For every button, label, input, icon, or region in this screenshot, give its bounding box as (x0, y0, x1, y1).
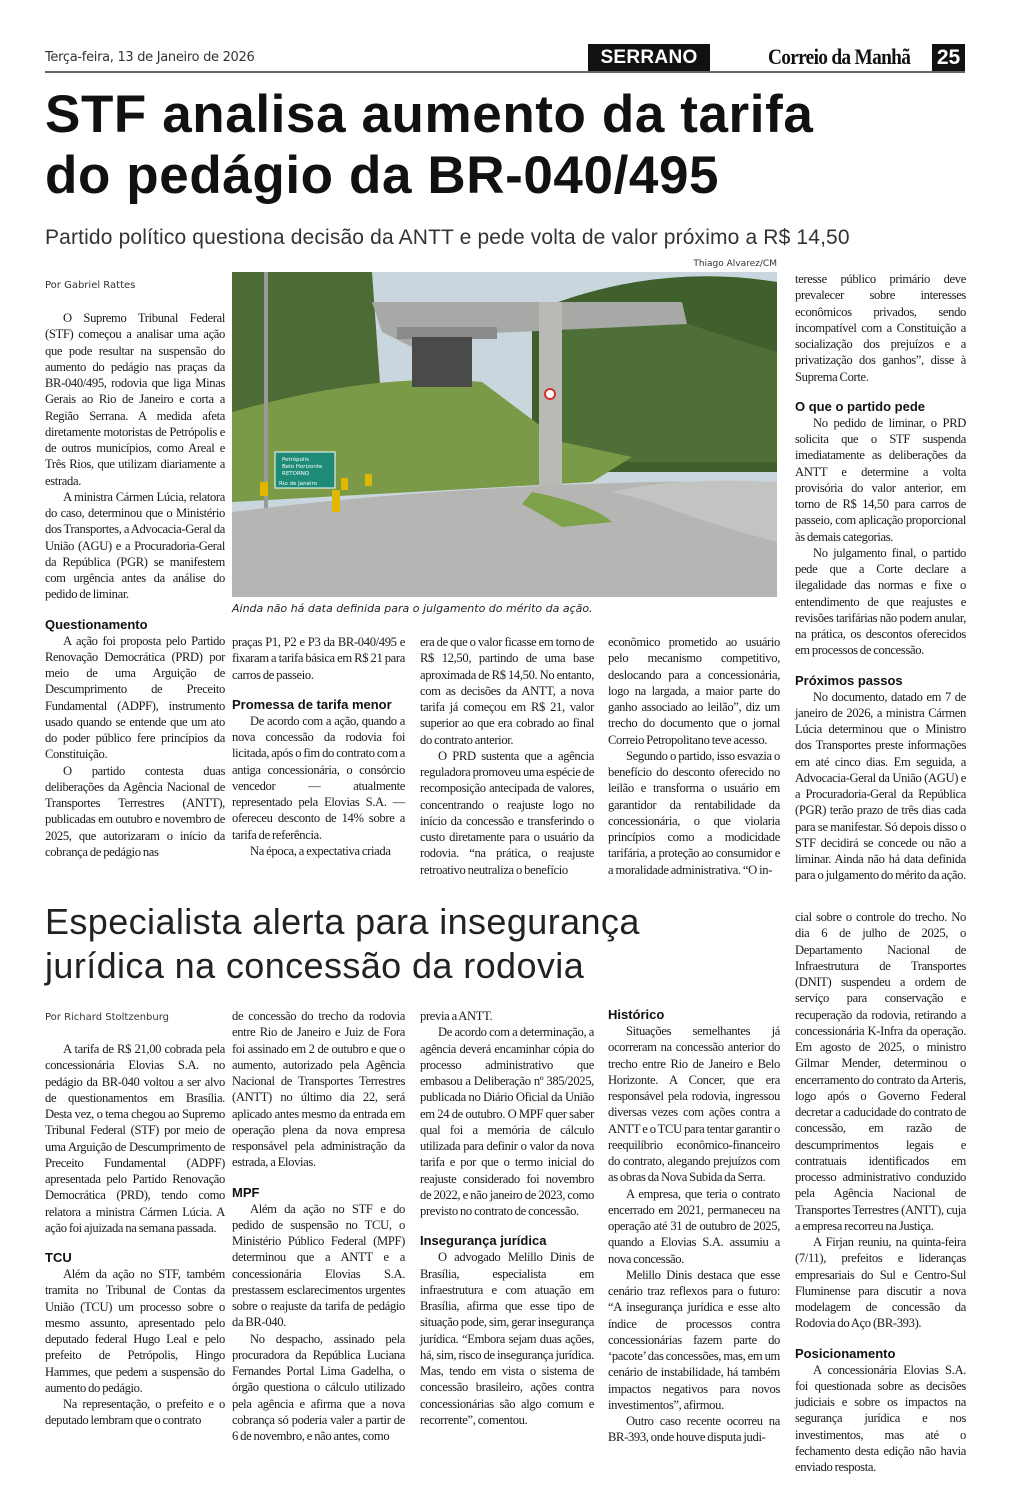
body-paragraph: O Supremo Tribunal Federal (STF) começou a analisar uma ação que pode resultar na suspensão do aumento do pedágio nas praças da BR-040/495, rodovia que liga Minas Gerais ao Rio de Janeiro e corta a Região Serrana. A medida afeta diretamente motoristas de Petrópolis e de outros municípios, como Areal e Três Rios, que utilizam diariamente a estrada. (45, 311, 225, 488)
body-paragraph: No julgamento final, o partido pede que a Corte declare a ilegalidade das normas e fixe o entendimento de que reajustes e revisões tarifárias não podem anular, na prática, os descontos oferecidos em processos de concessão. (795, 545, 966, 658)
body-paragraph: No pedido de liminar, o PRD solicita que o STF suspenda imediatamente as deliberações da ANTT e determine a volta provisória do valor anterior, em torno de R$ 14,50 para carros de passeio, com aplicação proporcional às demais categorias. (795, 415, 966, 544)
body-paragraph: de concessão do trecho da rodovia entre Rio de Janeiro e Juiz de Fora foi assinado em 2 de outubro e que o aumento, autorizado pela Agência Nacional de Transportes Terrestres (ANTT) no último dia 22, será aplicado antes mesmo da entrada em operação plena da nova empresa responsável pela administração da estrada, a Elovias. (232, 1009, 405, 1170)
article1-subhead: Partido político questiona decisão da ANTT e pede volta de valor próximo a R$ 14,50 (45, 226, 850, 249)
body-paragraph: teresse público primário deve prevalecer sobre interesses econômicos privados, sendo incompatível com a Constituição a socialização dos prejuízos e a privatização dos ganhos”, disse à Suprema Corte. (795, 272, 966, 384)
section-heading: O que o partido pede (795, 398, 926, 414)
body-paragraph: praças P1, P2 e P3 da BR-040/495 e fixaram a tarifa básica em R$ 21 para carros de passeio. (232, 635, 405, 682)
body-paragraph: A ação foi proposta pelo Partido Renovação Democrática (PRD) por meio de uma Arguição de Descumprimento de Preceito Fundamental (ADPF), instrumento usado quando se entende que um ato do poder público fere princípios da Constituição. (45, 633, 225, 762)
road-overpass-photo (232, 272, 777, 597)
body-paragraph: A tarifa de R$ 21,00 cobrada pela concessionária Elovias S.A. no pedágio da BR-040 voltou a ser alvo de questionamentos em Brasília. Desta vez, o tema chegou ao Supremo Tribunal Federal (STF) por meio de uma Arguição de Descumprimento de Preceito Fundamental (ADPF) apresentada pelo Partido Renovação Democrática (PRD), tendo como relatora a ministra Cármen Lúcia. A ação foi ajuizada na semana passada. (45, 1042, 225, 1235)
body-paragraph: Melillo Dinis destaca que esse cenário traz reflexos para o futuro: “A insegurança jurídica e esse alto índice de processos contra concessionárias fazem parte do ‘pacote’ das concessões, mas, em um cenário de instabilidade, há também impactos negativos para novos investimentos”, afirmou. (608, 1267, 780, 1412)
section-heading: Insegurança jurídica (420, 1233, 547, 1249)
article2-column (795, 909, 966, 1475)
headline-line: STF analisa aumento da tarifa (45, 85, 814, 144)
section-heading: Questionamento (45, 616, 148, 632)
issue-date: Terça-feira, 13 de Janeiro de 2026 (45, 50, 255, 65)
body-paragraph: Situações semelhantes já ocorreram na concessão anterior do trecho entre Rio de Janeiro e Belo Horizonte. A Concer, que era responsável pela rodovia, ingressou diversas vezes com ações contra a ANTT e o TCU para tentar garantir o reequilíbrio econômico-financeiro do contrato, alegando prejuízos com as obras da Nova Subida da Serra. (608, 1024, 780, 1185)
body-paragraph: previa a ANTT. (420, 1009, 493, 1023)
body-paragraph: No despacho, assinado pela procuradora da República Luciana Fernandes Portal Lima Gadelha, o órgão questiona o cálculo utilizado pela agência e afirma que a nova cobrança só poderia valer a partir de 6 de novembro, e não antes, como (232, 1331, 405, 1443)
body-paragraph: De acordo com a ação, quando a nova concessão da rodovia foi licitada, após o fim do contrato com a antiga concessionária, o consórcio vencedor — atualmente representado pela Elovias S.A. — ofereceu desconto de 14% sobre a tarifa de referência. (232, 713, 405, 842)
body-paragraph: O advogado Melillo Dinis de Brasília, especialista em infraestrutura e com atuação em Brasília, afirma que esse tipo de situação pode, sim, gerar insegurança jurídica. “Embora sejam duas ações, há, sim, risco de insegurança jurídica. Mas, tendo em vista o sistema de concessão brasileiro, ações contra concessionárias são algo comum e recorrente”, comentou. (420, 1250, 594, 1427)
sign-text: Belo Horizonte (282, 464, 323, 470)
article1-column (45, 310, 225, 860)
article2-column (420, 1008, 594, 1428)
body-paragraph: Na representação, o prefeito e o deputado lembram que o contrato (45, 1397, 225, 1428)
article1-column (608, 634, 780, 878)
article1-column (420, 634, 594, 878)
headline-line: Especialista alerta para insegurança (45, 901, 640, 942)
header-divider (45, 71, 965, 73)
body-paragraph: Além da ação no STF e do pedido de suspensão no TCU, o Ministério Público Federal (MPF) determinou que a ANTT e a concessionária Elovias S.A. prestassem esclarecimentos urgentes sobre o reajuste da tarifa de pedágio da BR-040. (232, 1201, 405, 1330)
article1-headline (45, 84, 813, 206)
section-heading: TCU (45, 1250, 72, 1265)
article1-byline: Por Gabriel Rattes (45, 280, 136, 291)
body-paragraph: A empresa, que teria o contrato encerrado em 2021, permaneceu na operação até 31 de outubro de 2025, quando a Elovias S.A. assumiu a nova concessão. (608, 1186, 780, 1266)
body-paragraph: De acordo com a determinação, a agência deverá encaminhar cópia do processo administrativo que embasou a Deliberação nº 385/2025, publicada no Diário Oficial da União em 24 de outubro. O MPF quer saber qual foi a memória de cálculo utilizada para definir o valor da nova tarifa e por que o termo inicial do reajuste considerado foi novembro de 2022, e não janeiro de 2023, como previsto no contrato de concessão. (420, 1025, 594, 1218)
sign-text: Petrópolis (282, 457, 309, 463)
article2-column (232, 1008, 405, 1444)
section-heading: Promessa de tarifa menor (232, 696, 392, 712)
body-paragraph: cial sobre o controle do trecho. No dia 6 de julho de 2025, o Departamento Nacional de Infraestrutura de Transportes (DNIT) suspendeu a ordem de serviço para conservação e recuperação da rodovia, retirando a concessionária K-Infra da operação. Em agosto de 2025, o ministro Gilmar Mender, determinou o encerramento do contrato da Arteris, logo após o Governo Federal decretar a caducidade do contrato de concessão, em razão de descumprimentos legais e contratuais identificados em processo administrativo conduzido pela Agência Nacional de Transportes Terrestres (ANTT), cuja a empresa recorreu na Justiça. (795, 910, 966, 1233)
article2-byline: Por Richard Stoltzenburg (45, 1012, 170, 1023)
body-paragraph: A ministra Cármen Lúcia, relatora do caso, determinou que o Ministério dos Transportes, a Advocacia-Geral da União (AGU) e a Procuradoria-Geral da República (PGR) se manifestem com urgência antes da análise do pedido de liminar. (45, 489, 225, 602)
section-heading: MPF (232, 1184, 260, 1200)
article2-column (608, 1007, 780, 1446)
sign-text: RETORNO (282, 471, 310, 477)
headline-line: jurídica na concessão da rodovia (45, 945, 585, 986)
article2-headline (45, 900, 640, 988)
body-paragraph: A Firjan reuniu, na quinta-feira (7/11), prefeitos e lideranças empresariais do Sul e Centro-Sul Fluminense para discutir a nova modelagem de concessão da Rodovia do Aço (BR-393). (795, 1235, 966, 1331)
photo-credit: Thiago Alvarez/CM (693, 259, 777, 269)
article2-column (45, 1041, 225, 1429)
body-paragraph: Além da ação no STF, também tramita no Tribunal de Contas da União (TCU) um processo sobre o mesmo assunto, apresentado pelo deputado federal Hugo Leal e pelo prefeito de Petrópolis, Hingo Hammes, que pedem a suspensão do aumento do pedágio. (45, 1267, 225, 1395)
body-paragraph: era de que o valor ficasse em torno de R$ 12,50, partindo de uma base aproximada de R$ 14,50. No entanto, com as decisões da ANTT, a nova tarifa já começou em R$ 21, valor superior ao que era cobrado ao final do contrato anterior. (420, 635, 594, 747)
body-paragraph: No documento, datado em 7 de janeiro de 2026, a ministra Cármen Lúcia determinou que o Ministro dos Transportes preste informações em até cinco dias. Em seguida, a Advocacia-Geral da União (AGU) e a Procuradoria-Geral da República (PGR) terão prazo de três dias cada para se manifestar. Só depois disso o STF decidirá se concede ou não a liminar. Ainda não há data definida para o julgamento do mérito da ação. (795, 689, 966, 883)
section-heading: Próximos passos (795, 672, 903, 688)
body-paragraph: econômico prometido ao usuário pelo mecanismo competitivo, deslocando para a concessionária, logo na largada, a maior parte do ganho associado ao leilão”, diz um trecho do documento que o jornal Correio Petropolitano teve acesso. (608, 635, 780, 747)
article1-column (232, 634, 405, 859)
section-label: SERRANO (588, 44, 710, 71)
body-paragraph: Segundo o partido, isso esvazia o benefício do desconto oferecido no leilão e transforma o usuário em garantidor da rentabilidade da concessionária, o que violaria princípios como a modicidade tarifária, a proteção ao consumidor e a moralidade administrativa. “O in- (608, 748, 780, 877)
sign-text: Rio de Janeiro (279, 481, 317, 487)
page-number: 25 (932, 44, 965, 71)
body-paragraph: A concessionária Elovias S.A. foi questionada sobre as decisões judiciais e sobre os impactos na segurança jurídica e nos investimentos, mas até o fechamento desta edição não havia enviado resposta. (795, 1362, 966, 1474)
body-paragraph: Outro caso recente ocorreu na BR-393, onde houve disputa judi- (608, 1414, 780, 1445)
headline-line: do pedágio da BR-040/495 (45, 146, 720, 205)
photo-caption: Ainda não há data definida para o julgamento do mérito da ação. (232, 602, 593, 615)
article-photo (232, 272, 777, 597)
article1-column (795, 271, 966, 884)
speed-limit-sign-icon (545, 389, 555, 399)
body-paragraph: Na época, a expectativa criada (250, 843, 391, 858)
section-heading: Posicionamento (795, 1345, 896, 1361)
newspaper-logo: Correio da Manhã (768, 44, 911, 69)
body-paragraph: O partido contesta duas deliberações da Agência Nacional de Transportes Terrestres (ANTT), publicadas em outubro e novembro de 2025, que autorizaram o início da cobrança de pedágio nas (45, 763, 225, 859)
section-heading: Histórico (608, 1007, 665, 1022)
body-paragraph: O PRD sustenta que a agência reguladora promoveu uma espécie de recomposição antecipada de valores, concentrando o reajuste logo no início da concessão e transferindo o custo diretamente para o usuário da rodovia. “na prática, o reajuste retroativo neutraliza o benefício (420, 748, 594, 877)
